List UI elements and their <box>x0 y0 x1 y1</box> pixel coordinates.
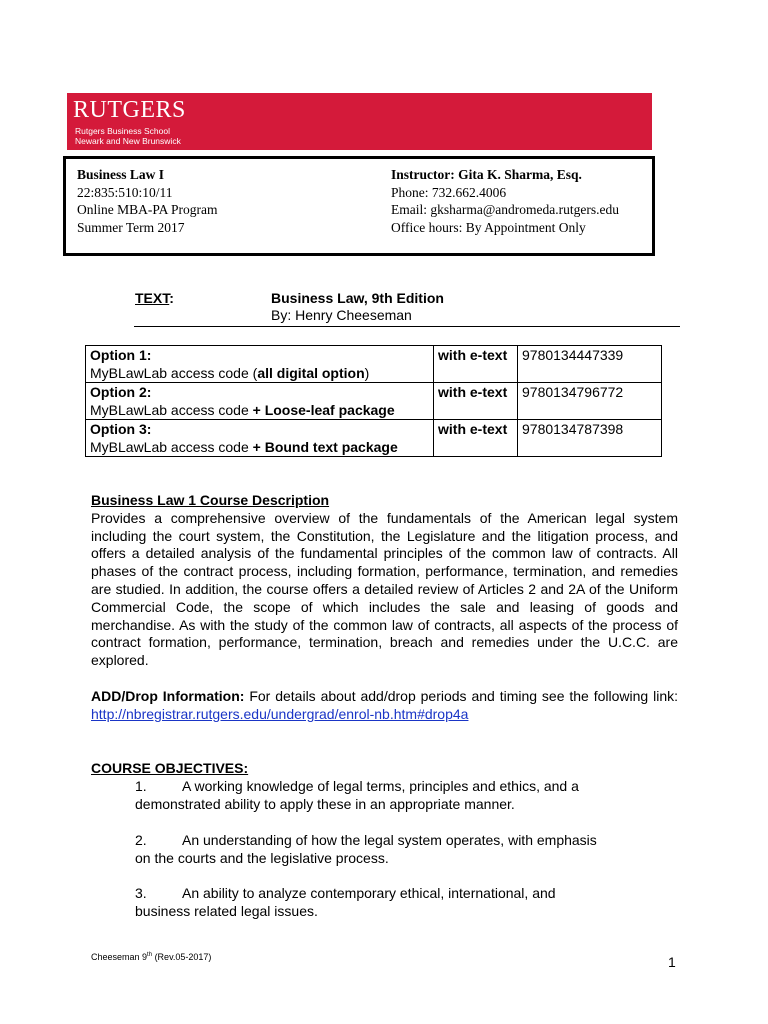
purchase-options-table <box>85 345 662 457</box>
objectives-heading-wrap <box>91 760 678 778</box>
textbook-title: Business Law, 9th Edition <box>271 290 444 306</box>
add-drop-label: ADD/Drop Information: <box>91 688 245 704</box>
course-title: Business Law I <box>77 167 165 182</box>
instructor-info <box>391 166 619 236</box>
etext-cell: with e-text <box>434 346 518 383</box>
option-cell <box>86 346 434 383</box>
option-desc-bold: + Loose-leaf package <box>252 402 395 418</box>
option-title: Option 1: <box>90 347 152 363</box>
option-desc: MyBLawLab access code <box>90 439 253 455</box>
text-label-colon: : <box>169 290 174 306</box>
footer-text-end: (Rev.05-2017) <box>152 952 212 962</box>
objective-item <box>135 777 635 813</box>
objective-text: An understanding of how the legal system operates, with emphasis <box>182 832 597 848</box>
course-code: 22:835:510:10/11 <box>77 184 173 200</box>
objective-number: 3. <box>135 885 147 901</box>
objective-number: 1. <box>135 778 147 794</box>
option-desc-end: ) <box>364 365 370 381</box>
isbn-cell: 9780134796772 <box>518 383 662 420</box>
objective-text: A working knowledge of legal terms, principles and ethics, and a <box>182 778 579 794</box>
objective-text-cont: demonstrated ability to apply these in an appropriate manner. <box>135 796 515 812</box>
option-cell <box>86 383 434 420</box>
objective-item <box>135 884 635 920</box>
instructor-email: Email: gksharma@andromeda.rutgers.edu <box>391 202 619 217</box>
textbook <box>271 290 444 324</box>
footer-sup: th <box>147 952 153 958</box>
add-drop-link[interactable]: http://nbregistrar.rutgers.edu/undergrad/enrol-nb.htm#drop4a <box>91 705 469 722</box>
objective-number: 2. <box>135 832 147 848</box>
option-desc-bold: + Bound text package <box>252 439 398 455</box>
objective-item <box>135 831 635 867</box>
description-heading: Business Law 1 Course Description <box>91 492 330 508</box>
logo-subtitle-line-2: Newark and New Brunswick <box>75 136 181 146</box>
description-body: Provides a comprehensive overview of the fundamentals of the American legal system including the court system, the Constitution, the Legislature and the litigation process, and offers a detailed analysis of the fundamental principles of the common law of contracts. All phases of the contract process, including formation, performance, termination, and remedies are studied. In addition, the course offers a detailed review of Articles 2 and 2A of the Uniform Commercial Code, the scope of which includes the sale and leasing of goods and merchandise. As with the study of the common law of contracts, all aspects of the process of contract formation, performance, termination, breach and remedies under the U.C.C. are explored. <box>91 509 678 669</box>
text-label-word: TEXT <box>135 290 170 306</box>
textbook-author: By: Henry Cheeseman <box>271 307 412 323</box>
isbn-cell: 9780134787398 <box>518 420 662 457</box>
logo-subtitle <box>75 126 181 146</box>
option-row <box>86 346 662 383</box>
option-desc: MyBLawLab access code ( <box>90 365 258 381</box>
option-desc-bold: all digital option <box>257 365 365 381</box>
objective-text-cont: on the courts and the legislative process. <box>135 850 389 866</box>
option-row <box>86 383 662 420</box>
instructor-phone: Phone: 732.662.4006 <box>391 184 507 200</box>
add-drop-info <box>91 688 678 724</box>
instructor-name: Instructor: Gita K. Sharma, Esq. <box>391 167 582 182</box>
option-title: Option 2: <box>90 384 152 400</box>
course-program: Online MBA-PA Program <box>77 202 218 217</box>
objective-text-cont: business related legal issues. <box>135 903 318 919</box>
logo-subtitle-line-1: Rutgers Business School <box>75 126 170 136</box>
course-info-box <box>63 156 655 256</box>
etext-cell: with e-text <box>434 383 518 420</box>
rutgers-logo: RUTGERS <box>73 97 186 123</box>
add-drop-text: For details about add/drop periods and timing see the following link: <box>244 688 678 704</box>
footer-revision <box>91 952 211 962</box>
text-label <box>135 290 174 307</box>
office-hours: Office hours: By Appointment Only <box>391 219 586 235</box>
course-term: Summer Term 2017 <box>77 219 185 235</box>
course-info <box>77 166 218 236</box>
option-row <box>86 420 662 457</box>
rutgers-banner <box>67 93 652 150</box>
option-cell <box>86 420 434 457</box>
page-number: 1 <box>668 954 676 970</box>
objective-text: An ability to analyze contemporary ethical, international, and <box>182 885 556 901</box>
option-title: Option 3: <box>90 421 152 437</box>
divider-rule <box>134 326 680 327</box>
isbn-cell: 9780134447339 <box>518 346 662 383</box>
etext-cell: with e-text <box>434 420 518 457</box>
option-desc: MyBLawLab access code <box>90 402 253 418</box>
footer-text: Cheeseman 9 <box>91 952 148 962</box>
course-description <box>91 492 678 670</box>
objectives-heading: COURSE OBJECTIVES: <box>91 760 249 776</box>
